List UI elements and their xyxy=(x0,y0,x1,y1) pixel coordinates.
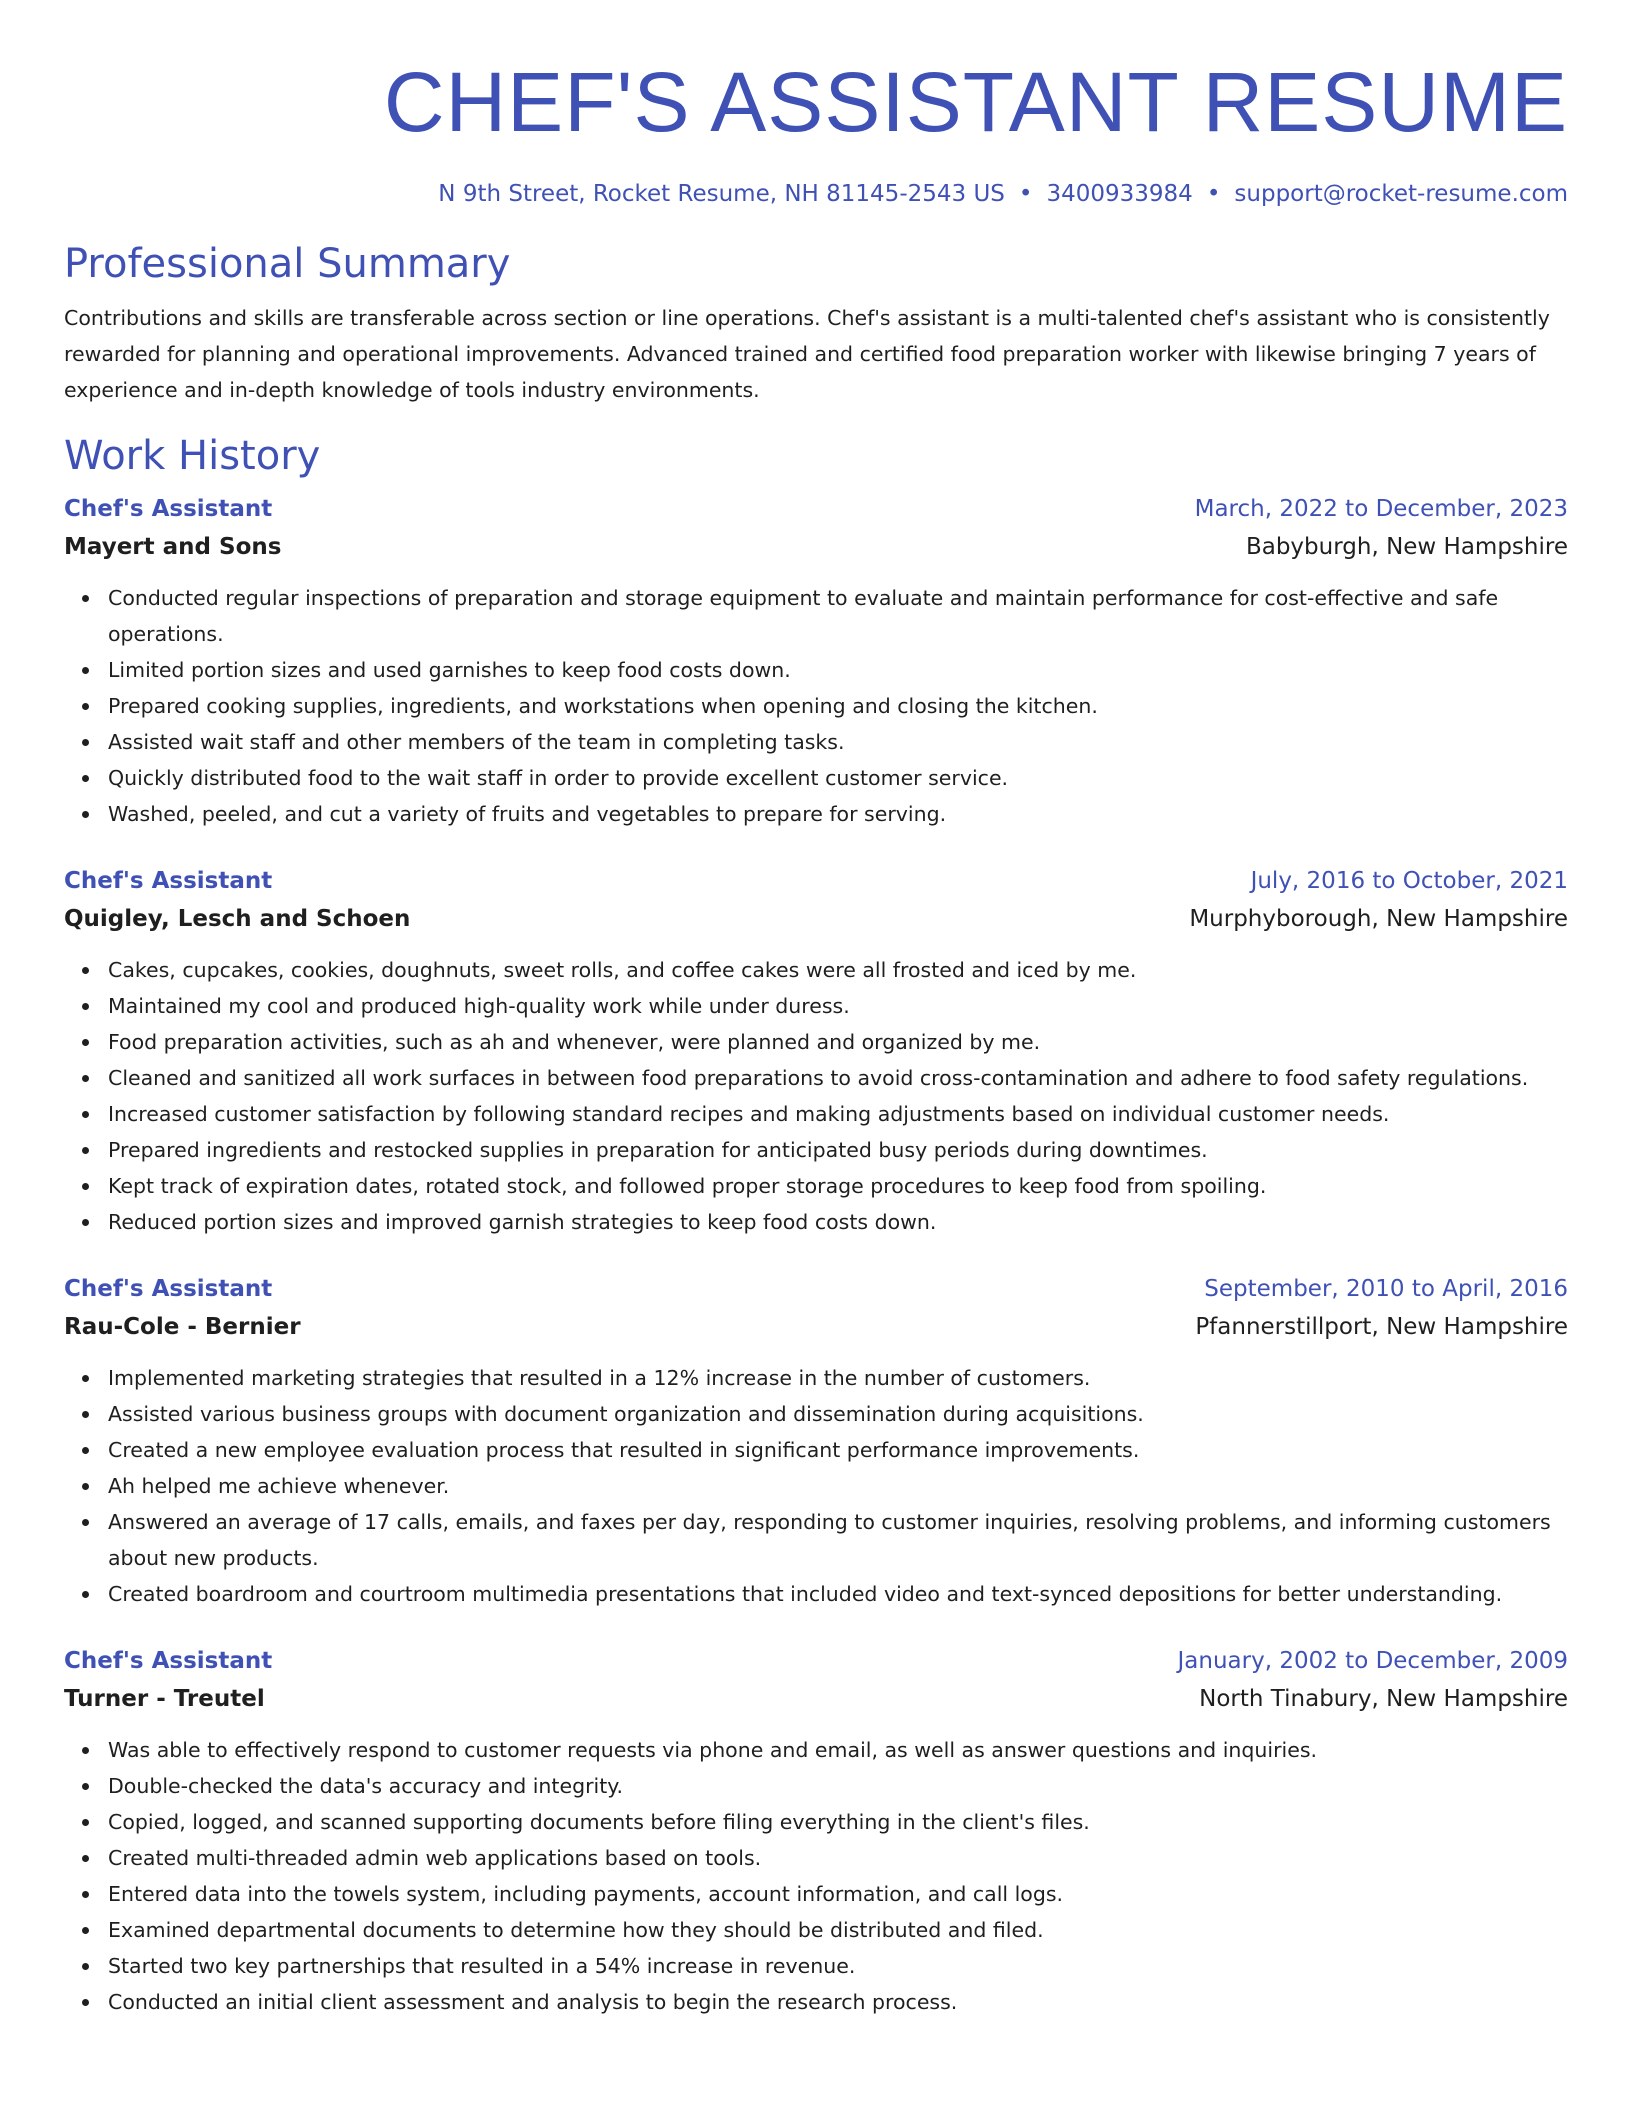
job-company: Rau-Cole - Bernier xyxy=(64,1314,301,1340)
job-bullet: Created boardroom and courtroom multimedia presentations that included video and text-synced depositions for better understanding. xyxy=(64,1576,1568,1612)
job-bullet: Created multi-threaded admin web applications based on tools. xyxy=(64,1840,1568,1876)
contact-email: support@rocket-resume.com xyxy=(1234,181,1568,207)
contact-line xyxy=(64,178,1568,210)
job-title-row xyxy=(64,862,1568,900)
job-bullet: Implemented marketing strategies that resulted in a 12% increase in the number of customers. xyxy=(64,1360,1568,1396)
job-dates: September, 2010 to April, 2016 xyxy=(1204,1276,1568,1302)
job-title: Chef's Assistant xyxy=(64,496,273,522)
job-bullet-list xyxy=(64,580,1568,832)
job-bullet-list xyxy=(64,1360,1568,1612)
job-title: Chef's Assistant xyxy=(64,1648,273,1674)
contact-phone: 3400933984 xyxy=(1046,181,1193,207)
job-bullet: Entered data into the towels system, including payments, account information, and call logs. xyxy=(64,1876,1568,1912)
job-company: Mayert and Sons xyxy=(64,534,282,560)
job-bullet: Quickly distributed food to the wait staff in order to provide excellent customer service. xyxy=(64,760,1568,796)
job-title: Chef's Assistant xyxy=(64,868,273,894)
contact-separator: • xyxy=(1018,181,1033,207)
job-bullet: Was able to effectively respond to customer requests via phone and email, as well as answer questions and inquiries. xyxy=(64,1732,1568,1768)
job-location: North Tinabury, New Hampshire xyxy=(1199,1686,1568,1712)
job-title-row xyxy=(64,1270,1568,1308)
job-bullet: Reduced portion sizes and improved garnish strategies to keep food costs down. xyxy=(64,1204,1568,1240)
job-company-row xyxy=(64,1680,1568,1718)
job-company: Turner - Treutel xyxy=(64,1686,265,1712)
job-dates: July, 2016 to October, 2021 xyxy=(1250,868,1568,894)
job-entry xyxy=(64,1642,1568,2020)
job-company-row xyxy=(64,1308,1568,1346)
job-bullet: Assisted wait staff and other members of the team in completing tasks. xyxy=(64,724,1568,760)
job-bullet: Prepared cooking supplies, ingredients, and workstations when opening and closing the kitchen. xyxy=(64,688,1568,724)
job-bullet: Answered an average of 17 calls, emails, and faxes per day, responding to customer inquiries, resolving problems, and informing customers about new products. xyxy=(64,1504,1568,1576)
job-location: Pfannerstillport, New Hampshire xyxy=(1195,1314,1568,1340)
job-bullet: Conducted regular inspections of preparation and storage equipment to evaluate and maintain performance for cost-effective and safe operations. xyxy=(64,580,1568,652)
job-bullet: Copied, logged, and scanned supporting documents before filing everything in the client's files. xyxy=(64,1804,1568,1840)
job-bullet: Ah helped me achieve whenever. xyxy=(64,1468,1568,1504)
contact-address: N 9th Street, Rocket Resume, NH 81145-2543 US xyxy=(438,181,1005,207)
job-bullet: Examined departmental documents to determine how they should be distributed and filed. xyxy=(64,1912,1568,1948)
job-location: Murphyborough, New Hampshire xyxy=(1189,906,1568,932)
job-bullet: Increased customer satisfaction by following standard recipes and making adjustments based on individual customer needs. xyxy=(64,1096,1568,1132)
job-entry xyxy=(64,862,1568,1240)
job-bullet: Maintained my cool and produced high-quality work while under duress. xyxy=(64,988,1568,1024)
job-company-row xyxy=(64,900,1568,938)
job-title-row xyxy=(64,1642,1568,1680)
job-bullet-list xyxy=(64,1732,1568,2020)
job-bullet: Prepared ingredients and restocked supplies in preparation for anticipated busy periods during downtimes. xyxy=(64,1132,1568,1168)
job-bullet: Washed, peeled, and cut a variety of fruits and vegetables to prepare for serving. xyxy=(64,796,1568,832)
contact-separator: • xyxy=(1206,181,1221,207)
job-bullet: Created a new employee evaluation process that resulted in significant performance improvements. xyxy=(64,1432,1568,1468)
job-bullet: Cakes, cupcakes, cookies, doughnuts, sweet rolls, and coffee cakes were all frosted and iced by me. xyxy=(64,952,1568,988)
job-bullet: Started two key partnerships that resulted in a 54% increase in revenue. xyxy=(64,1948,1568,1984)
work-history-list xyxy=(64,490,1568,2020)
summary-text: Contributions and skills are transferable across section or line operations. Chef's assistant is a multi-talented chef's assistant who is consistently rewarded for planning and operational improvements. Advanced trained and certified food preparation worker with likewise bringing 7 years of experience and in-depth knowledge of tools industry environments. xyxy=(64,306,1550,402)
resume-page xyxy=(64,0,1568,2020)
job-title-row xyxy=(64,490,1568,528)
job-bullet: Double-checked the data's accuracy and integrity. xyxy=(64,1768,1568,1804)
job-company: Quigley, Lesch and Schoen xyxy=(64,906,411,932)
job-dates: March, 2022 to December, 2023 xyxy=(1194,496,1568,522)
job-bullet-list xyxy=(64,952,1568,1240)
job-bullet: Conducted an initial client assessment and analysis to begin the research process. xyxy=(64,1984,1568,2020)
job-dates: January, 2002 to December, 2009 xyxy=(1177,1648,1568,1674)
job-bullet: Food preparation activities, such as ah and whenever, were planned and organized by me. xyxy=(64,1024,1568,1060)
work-history-heading: Work History xyxy=(64,433,321,479)
job-bullet: Kept track of expiration dates, rotated stock, and followed proper storage procedures to keep food from spoiling. xyxy=(64,1168,1568,1204)
job-company-row xyxy=(64,528,1568,566)
job-title: Chef's Assistant xyxy=(64,1276,273,1302)
job-bullet: Assisted various business groups with document organization and dissemination during acquisitions. xyxy=(64,1396,1568,1432)
job-bullet: Limited portion sizes and used garnishes to keep food costs down. xyxy=(64,652,1568,688)
job-location: Babyburgh, New Hampshire xyxy=(1245,534,1568,560)
job-entry xyxy=(64,1270,1568,1612)
resume-title: CHEF'S ASSISTANT RESUME xyxy=(383,55,1568,149)
summary-heading: Professional Summary xyxy=(64,241,511,287)
job-entry xyxy=(64,490,1568,832)
job-bullet: Cleaned and sanitized all work surfaces in between food preparations to avoid cross-contamination and adhere to food safety regulations. xyxy=(64,1060,1568,1096)
